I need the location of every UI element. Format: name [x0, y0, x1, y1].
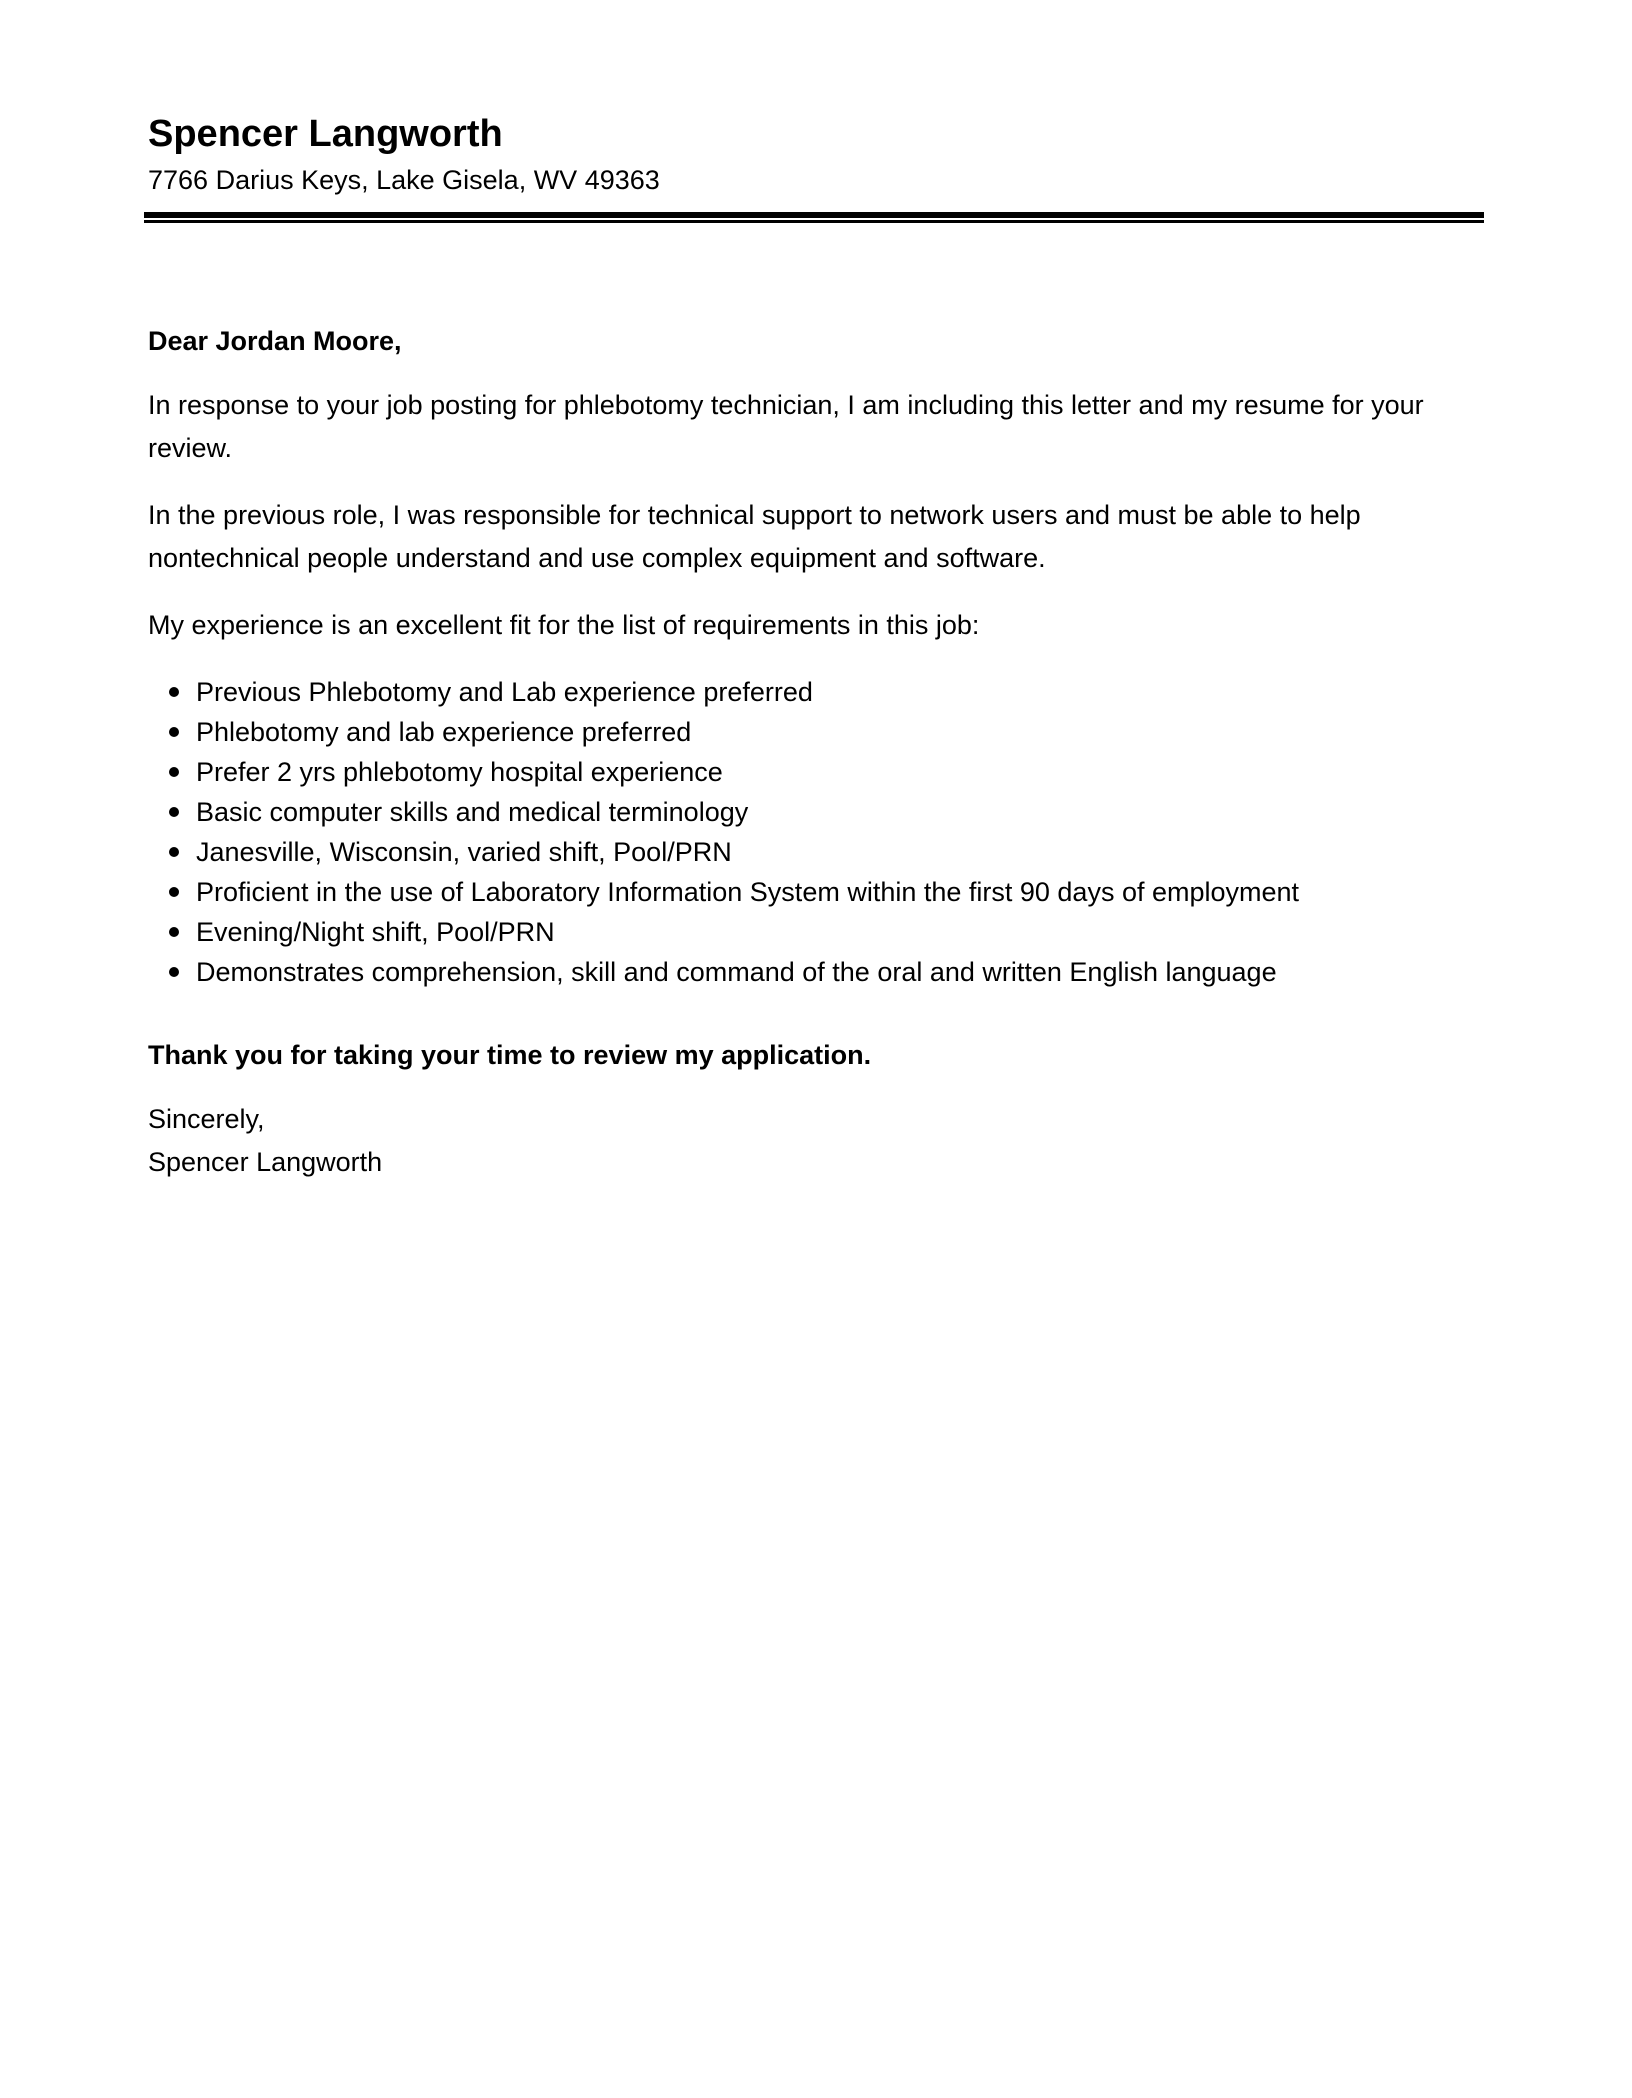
signoff-block [148, 1098, 1478, 1184]
paragraph-intro: In response to your job posting for phlebotomy technician, I am including this letter and my resume for your review. [148, 390, 1424, 463]
bullet-icon [169, 887, 179, 897]
list-item [148, 912, 1478, 952]
requirement-text: Evening/Night shift, Pool/PRN [196, 917, 555, 947]
bullet-icon [169, 727, 179, 737]
header-divider-thin [144, 220, 1484, 223]
list-item [148, 712, 1478, 752]
signature-name: Spencer Langworth [148, 1147, 383, 1177]
list-item [148, 872, 1478, 912]
bullet-icon [169, 767, 179, 777]
sender-name: Spencer Langworth [148, 113, 503, 155]
requirement-text: Basic computer skills and medical terminology [196, 797, 749, 827]
requirements-list [148, 672, 1478, 992]
closing-statement: Thank you for taking your time to review my application. [148, 1040, 872, 1070]
signoff: Sincerely, [148, 1104, 265, 1134]
salutation: Dear Jordan Moore, [148, 326, 402, 356]
list-item [148, 952, 1478, 992]
paragraph-fit: My experience is an excellent fit for the list of requirements in this job: [148, 610, 980, 640]
header-divider-thick [144, 212, 1484, 218]
requirement-text: Demonstrates comprehension, skill and command of the oral and written English language [196, 957, 1277, 987]
paragraph-experience: In the previous role, I was responsible for technical support to network users and must be able to help nontechnical people understand and use complex equipment and software. [148, 500, 1361, 573]
sender-address: 7766 Darius Keys, Lake Gisela, WV 49363 [148, 165, 660, 195]
requirement-text: Prefer 2 yrs phlebotomy hospital experience [196, 757, 723, 787]
list-item [148, 672, 1478, 712]
requirement-text: Janesville, Wisconsin, varied shift, Pool/PRN [196, 837, 732, 867]
list-item [148, 752, 1478, 792]
bullet-icon [169, 847, 179, 857]
requirement-text: Previous Phlebotomy and Lab experience preferred [196, 677, 813, 707]
list-item [148, 832, 1478, 872]
bullet-icon [169, 807, 179, 817]
requirement-text: Proficient in the use of Laboratory Information System within the first 90 days of employment [196, 877, 1300, 907]
list-item [148, 792, 1478, 832]
bullet-icon [169, 967, 179, 977]
bullet-icon [169, 927, 179, 937]
requirement-text: Phlebotomy and lab experience preferred [196, 717, 692, 747]
bullet-icon [169, 687, 179, 697]
